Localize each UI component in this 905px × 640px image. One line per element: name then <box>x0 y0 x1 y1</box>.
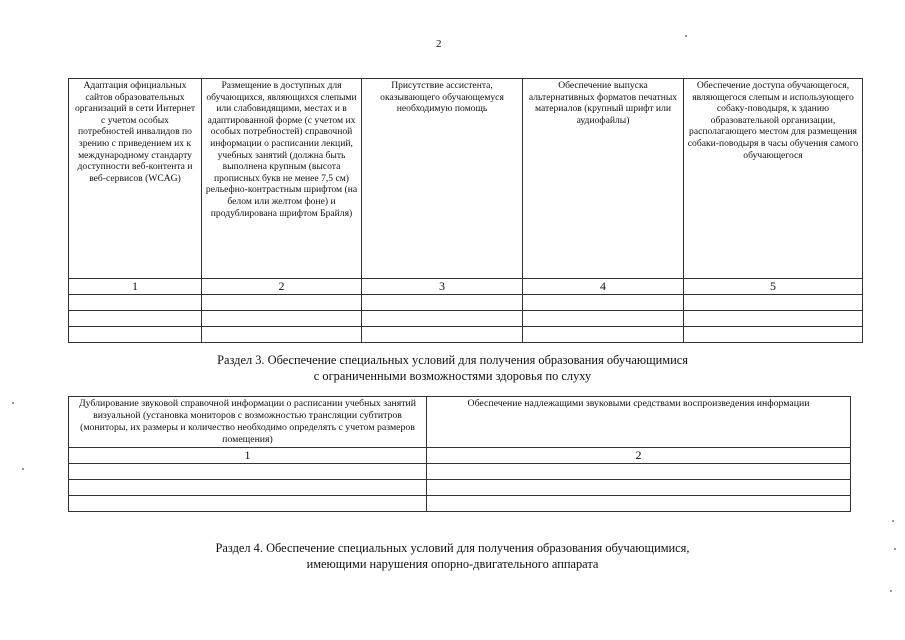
section3-heading <box>0 352 905 384</box>
section3-table <box>68 396 851 512</box>
column-number: 1 <box>69 448 427 464</box>
section2-table <box>68 78 863 343</box>
scan-speck <box>890 590 892 592</box>
column-header: Обеспечение выпуска альтернативных форматов печатных материалов (крупный шрифт или аудиофайлы) <box>523 79 684 279</box>
scan-speck <box>892 520 894 522</box>
table-cell[interactable] <box>202 327 362 343</box>
table-cell[interactable] <box>684 311 863 327</box>
column-number: 2 <box>427 448 851 464</box>
column-number: 2 <box>202 279 362 295</box>
table-cell[interactable] <box>684 327 863 343</box>
table-header-row <box>69 397 851 448</box>
table-cell[interactable] <box>202 311 362 327</box>
table-header-row <box>69 79 863 279</box>
table-cell[interactable] <box>427 480 851 496</box>
table-cell[interactable] <box>69 327 202 343</box>
section4-title-line1: Раздел 4. Обеспечение специальных условий для получения образования обучающимися, <box>215 541 690 555</box>
table-row <box>69 480 851 496</box>
scan-speck <box>685 35 687 37</box>
table-cell[interactable] <box>523 327 684 343</box>
section4-title-line2: имеющими нарушения опорно-двигательного аппарата <box>306 557 599 571</box>
column-number: 1 <box>69 279 202 295</box>
section3-title-line1: Раздел 3. Обеспечение специальных условий для получения образования обучающимися <box>217 353 688 367</box>
table-cell[interactable] <box>69 295 202 311</box>
table-cell[interactable] <box>427 496 851 512</box>
column-header: Размещение в доступных для обучающихся, являющихся слепыми или слабовидящими, местах и в адаптированной форме (с учетом их особых потребностей) справочной информации о расписании лекций, учебных занятий (должна быть выполнена крупным (высота прописных букв не менее 7,5 см) рельефно-контрастным шрифтом (на белом или желтом фоне) и продублирована шрифтом Брайля) <box>202 79 362 279</box>
table-cell[interactable] <box>362 311 523 327</box>
table-cell[interactable] <box>69 496 427 512</box>
table-cell[interactable] <box>362 327 523 343</box>
column-header: Обеспечение доступа обучающегося, являющегося слепым и использующего собаку-поводыря, к зданию образовательной организации, располагающего местом для размещения собаки-поводыря в часы обучения самого обучающегося <box>684 79 863 279</box>
column-number-row <box>69 448 851 464</box>
table-row <box>69 464 851 480</box>
scan-speck <box>12 402 14 404</box>
column-header: Адаптация официальных сайтов образовательных организаций в сети Интернет с учетом особых потребностей инвалидов по зрению с приведением их к международному стандарту доступности веб-контента и веб-сервисов (WCAG) <box>69 79 202 279</box>
table-cell[interactable] <box>69 480 427 496</box>
page-number: 2 <box>436 38 442 50</box>
table-row <box>69 311 863 327</box>
table-row <box>69 496 851 512</box>
table-cell[interactable] <box>684 295 863 311</box>
column-header: Присутствие ассистента, оказывающего обучающемуся необходимую помощь <box>362 79 523 279</box>
table-cell[interactable] <box>69 464 427 480</box>
column-number: 5 <box>684 279 863 295</box>
column-header: Дублирование звуковой справочной информации о расписании учебных занятий визуальной (установка мониторов с возможностью трансляции субтитров (мониторы, их размеры и количество необходимо определять с учетом размеров помещения) <box>69 397 427 448</box>
scan-speck <box>894 548 896 550</box>
table-cell[interactable] <box>202 295 362 311</box>
column-number-row <box>69 279 863 295</box>
scan-speck <box>22 468 24 470</box>
column-number: 3 <box>362 279 523 295</box>
column-number: 4 <box>523 279 684 295</box>
table-cell[interactable] <box>69 311 202 327</box>
section3-title-line2: с ограниченными возможностями здоровья по слуху <box>313 369 592 383</box>
section4-heading <box>0 540 905 572</box>
table-row <box>69 327 863 343</box>
table-cell[interactable] <box>523 295 684 311</box>
table-row <box>69 295 863 311</box>
table-cell[interactable] <box>427 464 851 480</box>
table-cell[interactable] <box>362 295 523 311</box>
column-header: Обеспечение надлежащими звуковыми средствами воспроизведения информации <box>427 397 851 448</box>
table-cell[interactable] <box>523 311 684 327</box>
